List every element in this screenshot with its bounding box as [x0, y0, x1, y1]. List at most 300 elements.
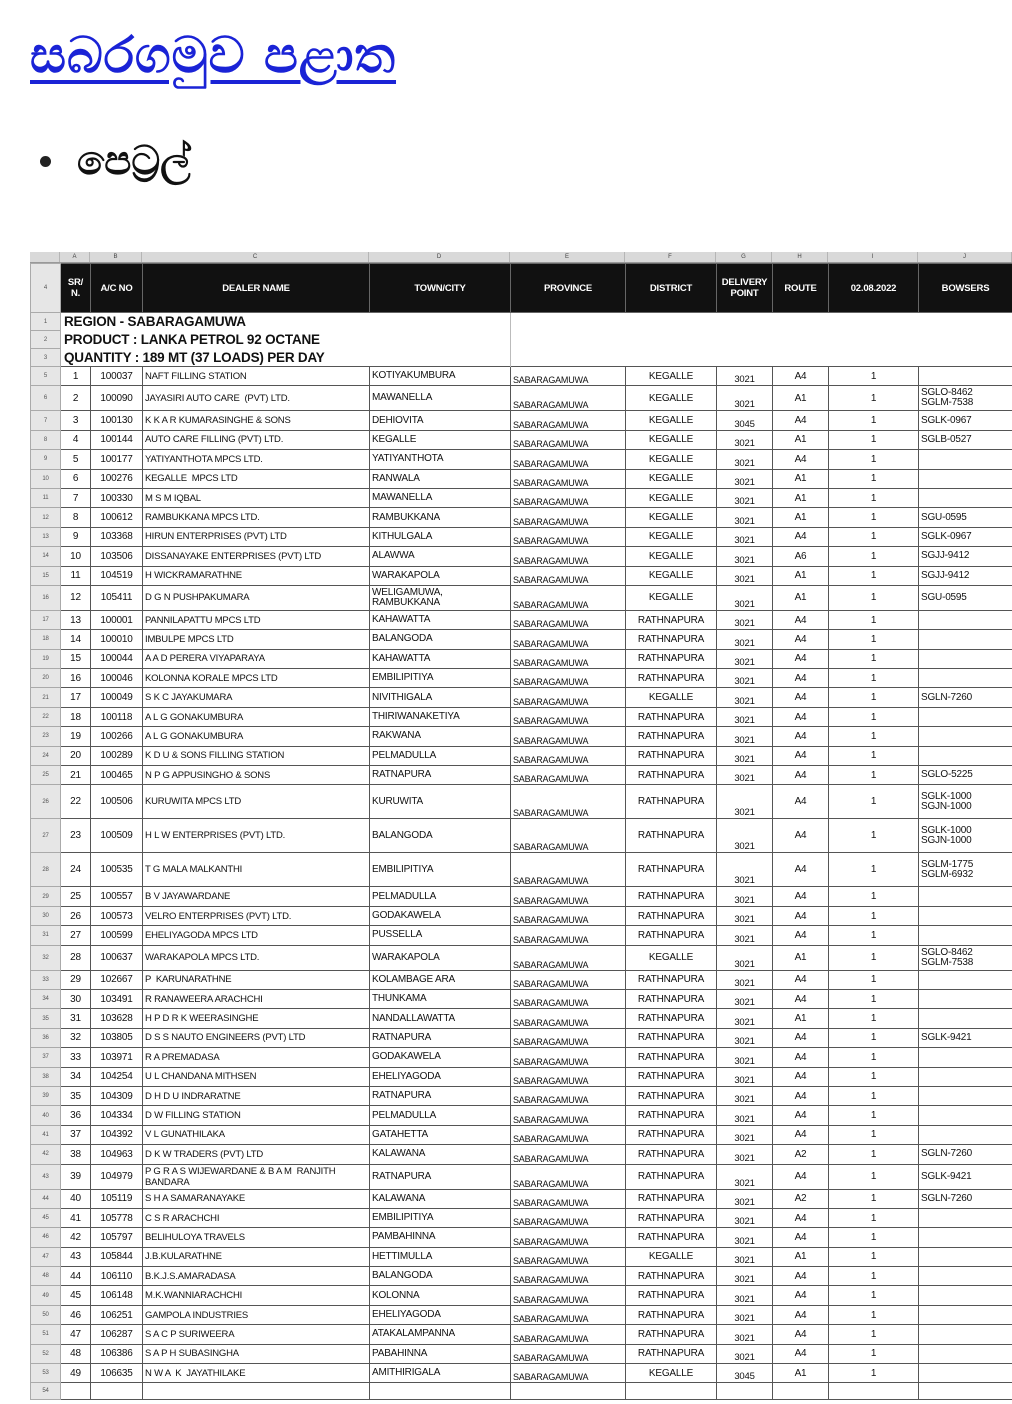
dealer-name-cell: VELRO ENTERPRISES (PVT) LTD. — [143, 906, 370, 925]
bowsers-cell — [919, 989, 1012, 1008]
town-cell: EHELIYAGODA — [370, 1067, 511, 1086]
district-cell: RATHNAPURA — [626, 610, 717, 629]
delivery-point-cell: 3021 — [717, 469, 773, 488]
route-cell: A4 — [773, 785, 829, 819]
delivery-point-cell: 3021 — [717, 1189, 773, 1208]
ac-no-cell: 100044 — [91, 649, 143, 668]
district-cell: KEGALLE — [626, 527, 717, 546]
province-cell: SABARAGAMUWA — [511, 1086, 626, 1105]
district-cell: RATHNAPURA — [626, 1028, 717, 1047]
ac-no-cell: 100037 — [91, 367, 143, 386]
table-row — [31, 450, 1012, 469]
row-number: 52 — [31, 1344, 61, 1363]
bowsers-cell: SGLK-1000 SGJN-1000 — [919, 785, 1012, 819]
delivery-point-cell: 3021 — [717, 1106, 773, 1125]
quantity-cell: 1 — [829, 785, 919, 819]
quantity-cell: 1 — [829, 1048, 919, 1067]
bowsers-cell — [919, 1305, 1012, 1324]
dealer-name-cell: K K A R KUMARASINGHE & SONS — [143, 411, 370, 430]
table-row — [31, 649, 1012, 668]
province-cell: SABARAGAMUWA — [511, 989, 626, 1008]
town-cell: KOTIYAKUMBURA — [370, 367, 511, 386]
row-number: 45 — [31, 1208, 61, 1227]
province-cell: SABARAGAMUWA — [511, 547, 626, 566]
town-cell: NANDALLAWATTA — [370, 1009, 511, 1028]
table-row — [31, 746, 1012, 765]
quantity-cell: 1 — [829, 669, 919, 688]
bowsers-cell: SGLK-9421 — [919, 1164, 1012, 1189]
district-cell: KEGALLE — [626, 508, 717, 527]
table-row — [31, 1048, 1012, 1067]
district-cell: KEGALLE — [626, 585, 717, 610]
row-number: 34 — [31, 989, 61, 1008]
header-date: 02.08.2022 — [829, 264, 919, 313]
dealer-name-cell: DISSANAYAKE ENTERPRISES (PVT) LTD — [143, 547, 370, 566]
delivery-point-cell: 3021 — [717, 1305, 773, 1324]
town-cell: YATIYANTHOTA — [370, 450, 511, 469]
ac-no-cell: 100506 — [91, 785, 143, 819]
quantity-cell: 1 — [829, 1228, 919, 1247]
district-cell: KEGALLE — [626, 430, 717, 449]
bowsers-cell — [919, 630, 1012, 649]
ac-no-cell: 104963 — [91, 1145, 143, 1164]
delivery-point-cell: 3021 — [717, 785, 773, 819]
sr-cell: 32 — [61, 1028, 91, 1047]
table-row — [31, 488, 1012, 507]
district-cell: RATHNAPURA — [626, 1305, 717, 1324]
province-cell: SABARAGAMUWA — [511, 1164, 626, 1189]
quantity-cell: 1 — [829, 1106, 919, 1125]
delivery-point-cell: 3021 — [717, 1164, 773, 1189]
row-number: 19 — [31, 649, 61, 668]
ac-no-cell: 100599 — [91, 926, 143, 945]
table-row — [31, 630, 1012, 649]
district-cell: RATHNAPURA — [626, 649, 717, 668]
district-cell: RATHNAPURA — [626, 1145, 717, 1164]
bowsers-cell: SGLK-1000 SGJN-1000 — [919, 819, 1012, 853]
delivery-point-cell: 3021 — [717, 547, 773, 566]
header-bowsers: BOWSERS — [919, 264, 1012, 313]
delivery-point-cell: 3021 — [717, 1145, 773, 1164]
district-cell: RATHNAPURA — [626, 1086, 717, 1105]
town-cell: EMBILIPITIYA — [370, 669, 511, 688]
town-cell: GATAHETTA — [370, 1125, 511, 1144]
district-cell: KEGALLE — [626, 450, 717, 469]
table-row — [31, 766, 1012, 785]
quantity-cell: 1 — [829, 1305, 919, 1324]
dealer-name-cell: RAMBUKKANA MPCS LTD. — [143, 508, 370, 527]
row-number: 6 — [31, 386, 61, 411]
town-cell: MAWANELLA — [370, 386, 511, 411]
route-cell: A1 — [773, 566, 829, 585]
town-cell: GODAKAWELA — [370, 1048, 511, 1067]
empty-cell — [829, 1383, 919, 1400]
route-cell: A4 — [773, 926, 829, 945]
table-row — [31, 688, 1012, 707]
route-cell: A4 — [773, 1325, 829, 1344]
quantity-cell: 1 — [829, 469, 919, 488]
province-cell: SABARAGAMUWA — [511, 1145, 626, 1164]
header-route: ROUTE — [773, 264, 829, 313]
table-row — [31, 819, 1012, 853]
route-cell: A1 — [773, 488, 829, 507]
sr-cell: 29 — [61, 970, 91, 989]
town-cell: KEGALLE — [370, 430, 511, 449]
table-row — [31, 1189, 1012, 1208]
province-cell: SABARAGAMUWA — [511, 1286, 626, 1305]
province-cell: SABARAGAMUWA — [511, 1344, 626, 1363]
dealer-name-cell: KEGALLE MPCS LTD — [143, 469, 370, 488]
route-cell: A4 — [773, 970, 829, 989]
table-row — [31, 989, 1012, 1008]
ac-no-cell: 100130 — [91, 411, 143, 430]
bowsers-cell — [919, 488, 1012, 507]
empty-cell — [91, 1383, 143, 1400]
route-cell: A4 — [773, 1305, 829, 1324]
district-cell: RATHNAPURA — [626, 766, 717, 785]
dealer-name-cell: R A PREMADASA — [143, 1048, 370, 1067]
route-cell: A4 — [773, 1048, 829, 1067]
sr-cell: 3 — [61, 411, 91, 430]
delivery-point-cell: 3021 — [717, 630, 773, 649]
route-cell: A4 — [773, 649, 829, 668]
province-cell: SABARAGAMUWA — [511, 819, 626, 853]
header-district: DISTRICT — [626, 264, 717, 313]
quantity-cell: 1 — [829, 1286, 919, 1305]
ac-no-cell: 106386 — [91, 1344, 143, 1363]
bowsers-cell — [919, 1247, 1012, 1266]
town-cell: KOLONNA — [370, 1286, 511, 1305]
town-cell: THUNKAMA — [370, 989, 511, 1008]
quantity-cell: 1 — [829, 1028, 919, 1047]
district-cell: KEGALLE — [626, 1247, 717, 1266]
town-cell: KOLAMBAGE ARA — [370, 970, 511, 989]
district-cell: RATHNAPURA — [626, 1125, 717, 1144]
bowsers-cell — [919, 707, 1012, 726]
bowsers-cell — [919, 610, 1012, 629]
town-cell: KITHULGALA — [370, 527, 511, 546]
town-cell: RANWALA — [370, 469, 511, 488]
route-cell: A4 — [773, 367, 829, 386]
row-number: 48 — [31, 1267, 61, 1286]
district-cell: RATHNAPURA — [626, 1164, 717, 1189]
sr-cell: 15 — [61, 649, 91, 668]
dealer-name-cell: S K C JAYAKUMARA — [143, 688, 370, 707]
row-number: 9 — [31, 450, 61, 469]
dealer-name-cell: D H D U INDRARATNE — [143, 1086, 370, 1105]
dealer-name-cell: H WICKRAMARATHNE — [143, 566, 370, 585]
town-cell: WELIGAMUWA, RAMBUKKANA — [370, 585, 511, 610]
ac-no-cell: 103971 — [91, 1048, 143, 1067]
quantity-cell: 1 — [829, 386, 919, 411]
town-cell: WARAKAPOLA — [370, 945, 511, 970]
table-row — [31, 1125, 1012, 1144]
district-cell: RATHNAPURA — [626, 1286, 717, 1305]
sr-cell: 5 — [61, 450, 91, 469]
dealer-name-cell: A A D PERERA VIYAPARAYA — [143, 649, 370, 668]
delivery-point-cell: 3021 — [717, 1286, 773, 1305]
bowsers-cell — [919, 367, 1012, 386]
table-row — [31, 1247, 1012, 1266]
route-cell: A4 — [773, 411, 829, 430]
bowsers-cell — [919, 669, 1012, 688]
empty-cell — [511, 1383, 626, 1400]
province-cell: SABARAGAMUWA — [511, 688, 626, 707]
sr-cell: 35 — [61, 1086, 91, 1105]
route-cell: A1 — [773, 508, 829, 527]
province-cell: SABARAGAMUWA — [511, 746, 626, 765]
quantity-cell: 1 — [829, 585, 919, 610]
town-cell: EMBILIPITIYA — [370, 853, 511, 887]
district-cell: RATHNAPURA — [626, 1228, 717, 1247]
province-cell: SABARAGAMUWA — [511, 527, 626, 546]
town-cell: WARAKAPOLA — [370, 566, 511, 585]
delivery-point-cell: 3021 — [717, 508, 773, 527]
province-cell: SABARAGAMUWA — [511, 1009, 626, 1028]
row-number: 50 — [31, 1305, 61, 1324]
route-cell: A2 — [773, 1189, 829, 1208]
table-row — [31, 1228, 1012, 1247]
quantity-cell: 1 — [829, 970, 919, 989]
route-cell: A1 — [773, 945, 829, 970]
district-cell: KEGALLE — [626, 547, 717, 566]
dealer-name-cell: U L CHANDANA MITHSEN — [143, 1067, 370, 1086]
empty-cell — [370, 1383, 511, 1400]
empty-cell — [717, 1383, 773, 1400]
row-number: 5 — [31, 367, 61, 386]
dealer-name-cell: PANNILAPATTU MPCS LTD — [143, 610, 370, 629]
bowsers-cell — [919, 970, 1012, 989]
town-cell: PELMADULLA — [370, 746, 511, 765]
ac-no-cell: 100010 — [91, 630, 143, 649]
region-label: REGION - SABARAGAMUWA — [64, 314, 246, 330]
table-row — [31, 1364, 1012, 1383]
quantity-cell: 1 — [829, 508, 919, 527]
province-cell: SABARAGAMUWA — [511, 1189, 626, 1208]
delivery-point-cell: 3021 — [717, 1344, 773, 1363]
ac-no-cell: 100046 — [91, 669, 143, 688]
delivery-point-cell: 3021 — [717, 1028, 773, 1047]
route-cell: A4 — [773, 853, 829, 887]
row-number: 49 — [31, 1286, 61, 1305]
province-cell: SABARAGAMUWA — [511, 411, 626, 430]
route-cell: A6 — [773, 547, 829, 566]
ac-no-cell: 100049 — [91, 688, 143, 707]
dealer-name-cell: A L G GONAKUMBURA — [143, 707, 370, 726]
bowsers-cell — [919, 1364, 1012, 1383]
row-number: 35 — [31, 1009, 61, 1028]
quantity-cell: 1 — [829, 1009, 919, 1028]
empty-cell — [143, 1383, 370, 1400]
row-number: 18 — [31, 630, 61, 649]
quantity-cell: 1 — [829, 887, 919, 906]
route-cell: A1 — [773, 469, 829, 488]
row-number: 51 — [31, 1325, 61, 1344]
province-cell: SABARAGAMUWA — [511, 585, 626, 610]
province-cell: SABARAGAMUWA — [511, 430, 626, 449]
sr-cell: 17 — [61, 688, 91, 707]
ac-no-cell: 103491 — [91, 989, 143, 1008]
delivery-point-cell: 3021 — [717, 649, 773, 668]
delivery-point-cell: 3021 — [717, 727, 773, 746]
dealer-name-cell: JAYASIRI AUTO CARE (PVT) LTD. — [143, 386, 370, 411]
row-number: 25 — [31, 766, 61, 785]
row-number: 30 — [31, 906, 61, 925]
bowsers-cell — [919, 450, 1012, 469]
town-cell: PABAHINNA — [370, 1344, 511, 1363]
dealer-name-cell: H L W ENTERPRISES (PVT) LTD. — [143, 819, 370, 853]
row-number: 46 — [31, 1228, 61, 1247]
quantity-cell: 1 — [829, 1267, 919, 1286]
delivery-point-cell: 3021 — [717, 669, 773, 688]
ac-no-cell: 100001 — [91, 610, 143, 629]
province-cell: SABARAGAMUWA — [511, 707, 626, 726]
ac-no-cell: 103628 — [91, 1009, 143, 1028]
town-cell: KURUWITA — [370, 785, 511, 819]
dealer-name-cell: AUTO CARE FILLING (PVT) LTD. — [143, 430, 370, 449]
town-cell: DEHIOVITA — [370, 411, 511, 430]
delivery-point-cell: 3021 — [717, 430, 773, 449]
header-dealer-name: DEALER NAME — [143, 264, 370, 313]
route-cell: A1 — [773, 1247, 829, 1266]
district-cell: RATHNAPURA — [626, 819, 717, 853]
town-cell: KALAWANA — [370, 1145, 511, 1164]
table-row — [31, 1344, 1012, 1363]
delivery-point-cell: 3021 — [717, 819, 773, 853]
row-number: 8 — [31, 430, 61, 449]
route-cell: A1 — [773, 430, 829, 449]
ac-no-cell: 100509 — [91, 819, 143, 853]
district-cell: KEGALLE — [626, 488, 717, 507]
table-row — [31, 1267, 1012, 1286]
sr-cell: 26 — [61, 906, 91, 925]
district-cell: RATHNAPURA — [626, 630, 717, 649]
route-cell: A4 — [773, 766, 829, 785]
town-cell: PAMBAHINNA — [370, 1228, 511, 1247]
quantity-cell: 1 — [829, 746, 919, 765]
row-number: 11 — [31, 488, 61, 507]
province-cell: SABARAGAMUWA — [511, 887, 626, 906]
province-cell: SABARAGAMUWA — [511, 906, 626, 925]
row-number: 47 — [31, 1247, 61, 1266]
district-cell: RATHNAPURA — [626, 785, 717, 819]
town-cell: PELMADULLA — [370, 1106, 511, 1125]
ac-no-cell: 100330 — [91, 488, 143, 507]
district-cell: KEGALLE — [626, 566, 717, 585]
province-cell: SABARAGAMUWA — [511, 1208, 626, 1227]
sr-cell: 27 — [61, 926, 91, 945]
empty-cell — [919, 1383, 1012, 1400]
quantity-cell: 1 — [829, 367, 919, 386]
table-row — [31, 566, 1012, 585]
quantity-cell: 1 — [829, 819, 919, 853]
row-number: 42 — [31, 1145, 61, 1164]
dealer-name-cell: HIRUN ENTERPRISES (PVT) LTD — [143, 527, 370, 546]
district-cell: RATHNAPURA — [626, 1048, 717, 1067]
ac-no-cell: 100118 — [91, 707, 143, 726]
quantity-cell: 1 — [829, 527, 919, 546]
dealer-name-cell: N W A K JAYATHILAKE — [143, 1364, 370, 1383]
ac-no-cell: 100289 — [91, 746, 143, 765]
quantity-cell: 1 — [829, 566, 919, 585]
sr-cell: 6 — [61, 469, 91, 488]
table-row — [31, 508, 1012, 527]
table-row — [31, 1164, 1012, 1189]
delivery-point-cell: 3021 — [717, 367, 773, 386]
delivery-point-cell: 3021 — [717, 386, 773, 411]
town-cell: RATNAPURA — [370, 766, 511, 785]
province-cell: SABARAGAMUWA — [511, 610, 626, 629]
row-number: 16 — [31, 585, 61, 610]
column-letter: G — [716, 252, 772, 262]
delivery-point-cell: 3021 — [717, 1247, 773, 1266]
route-cell: A4 — [773, 669, 829, 688]
dealer-name-cell: P G R A S WIJEWARDANE & B A M RANJITH BANDARA — [143, 1164, 370, 1189]
province-cell: SABARAGAMUWA — [511, 1028, 626, 1047]
district-cell: RATHNAPURA — [626, 1009, 717, 1028]
district-cell: RATHNAPURA — [626, 1344, 717, 1363]
header-ac-no: A/C NO — [91, 264, 143, 313]
town-cell: PELMADULLA — [370, 887, 511, 906]
dealer-name-cell: M S M IQBAL — [143, 488, 370, 507]
quantity-cell: 1 — [829, 430, 919, 449]
row-number: 39 — [31, 1086, 61, 1105]
bowsers-cell: SGLO-8462 SGLM-7538 — [919, 386, 1012, 411]
province-cell: SABARAGAMUWA — [511, 1305, 626, 1324]
column-letter: J — [918, 252, 1012, 262]
dealer-name-cell: NAFT FILLING STATION — [143, 367, 370, 386]
bowsers-cell: SGLN-7260 — [919, 1145, 1012, 1164]
bowsers-cell — [919, 1344, 1012, 1363]
sr-cell: 7 — [61, 488, 91, 507]
sr-cell: 39 — [61, 1164, 91, 1189]
province-cell: SABARAGAMUWA — [511, 727, 626, 746]
route-cell: A4 — [773, 746, 829, 765]
row-number: 53 — [31, 1364, 61, 1383]
table-row — [31, 727, 1012, 746]
sr-cell: 25 — [61, 887, 91, 906]
table-row — [31, 411, 1012, 430]
sr-cell: 2 — [61, 386, 91, 411]
ac-no-cell: 100465 — [91, 766, 143, 785]
column-letter: E — [510, 252, 625, 262]
row-number: 54 — [31, 1383, 61, 1400]
table-header-row: 4 SR/ N. A/C NO DEALER NAME TOWN/CITY PROVINCE DISTRICT DELIVERY POINT ROUTE 02.08.2022 BOWSERS — [31, 264, 1012, 313]
district-cell: KEGALLE — [626, 367, 717, 386]
column-letter: C — [142, 252, 369, 262]
row-number: 43 — [31, 1164, 61, 1189]
row-number: 41 — [31, 1125, 61, 1144]
route-cell: A4 — [773, 450, 829, 469]
route-cell: A4 — [773, 1344, 829, 1363]
bowsers-cell — [919, 649, 1012, 668]
column-letter-bar — [30, 252, 1012, 263]
delivery-point-cell: 3021 — [717, 1048, 773, 1067]
row-number: 36 — [31, 1028, 61, 1047]
empty-cell — [61, 1383, 91, 1400]
dealer-name-cell: H P D R K WEERASINGHE — [143, 1009, 370, 1028]
sr-cell: 10 — [61, 547, 91, 566]
town-cell: RATNAPURA — [370, 1086, 511, 1105]
town-cell: AMITHIRIGALA — [370, 1364, 511, 1383]
quantity-cell: 1 — [829, 1189, 919, 1208]
route-cell: A4 — [773, 1267, 829, 1286]
bowsers-cell — [919, 1086, 1012, 1105]
sr-cell: 41 — [61, 1208, 91, 1227]
dealer-name-cell: C S R ARACHCHI — [143, 1208, 370, 1227]
town-cell: EMBILIPITIYA — [370, 1208, 511, 1227]
table-row — [31, 1286, 1012, 1305]
